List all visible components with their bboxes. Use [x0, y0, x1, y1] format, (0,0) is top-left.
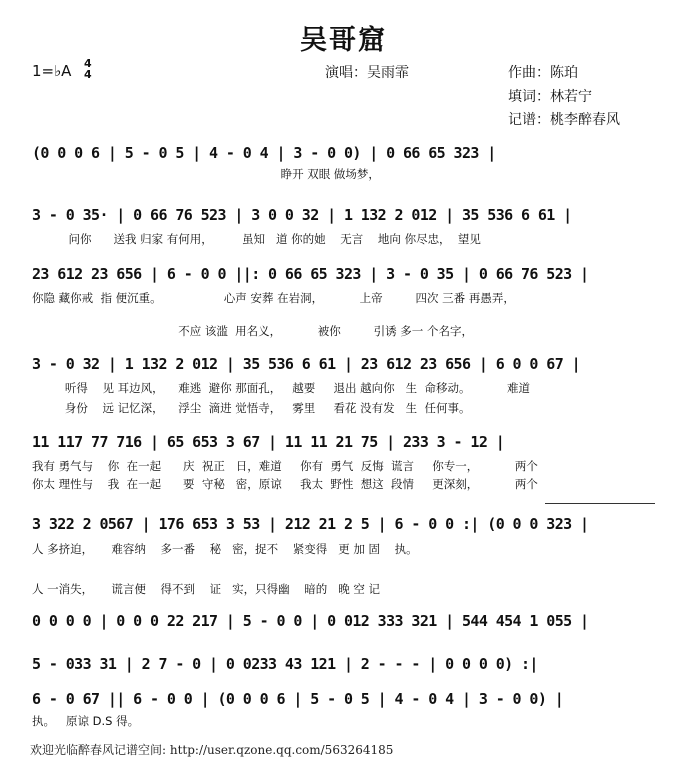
singer-credit: 演唱：吴雨霏	[325, 65, 409, 81]
time-signature	[84, 58, 92, 80]
volta-bracket	[545, 503, 655, 504]
lyric-line-6b: 人 一消失， 谎言便 得不到 证 实，只得幽 暗的 晚 空 记	[32, 582, 381, 596]
song-title: 吴哥窟	[300, 25, 387, 56]
time-signature-top: 4	[84, 57, 92, 70]
notation-line-9: 6 - 0 67 || 6 - 0 0 | (0 0 0 6 | 5 - 0 5 | 4 - 0 4 | 3 - 0 0) |	[32, 690, 564, 708]
lyric-line-2a: 问你 送我 归家 有何用， 虽知 道 你的她 无言 地向 你尽忠， 望见	[32, 232, 481, 246]
notation-line-6: 3 322 2 0567 | 176 653 3 53 | 212 21 2 5 | 6 - 0 0 :| (0 0 0 323 |	[32, 515, 589, 533]
lyric-line-9a: 执。 原谅 D.S 得。	[32, 714, 140, 728]
notation-line-5: 11 117 77 716 | 65 653 3 67 | 11 11 21 75 | 233 3 - 12 |	[32, 433, 505, 451]
notation-line-4: 3 - 0 32 | 1 132 2 012 | 35 536 6 61 | 23 612 23 656 | 6 0 0 67 |	[32, 355, 581, 373]
lyric-line-3a: 你隐 藏你戒 指 便沉重。 心声 安葬 在岩洞， 上帝 四次 三番 再愚弄，	[32, 291, 515, 305]
key-signature: 1=♭A	[32, 62, 72, 80]
notation-line-7: 0 0 0 0 | 0 0 0 22 217 | 5 - 0 0 | 0 012 333 321 | 544 454 1 055 |	[32, 612, 589, 630]
composer-credit: 作曲：陈珀	[508, 65, 578, 81]
notation-line-8: 5 - 033 31 | 2 7 - 0 | 0 0233 43 121 | 2 - - - | 0 0 0 0) :|	[32, 655, 538, 673]
lyric-line-1a: 睁开 双眼 做场梦，	[32, 167, 380, 181]
lyricist-credit: 填词：林若宁	[508, 89, 592, 105]
lyric-line-5a: 我有 勇气与 你 在一起 庆 祝正 日，难道 你有 勇气 反悔 谎言 你专一， 两个	[32, 459, 538, 473]
lyric-line-4a: 听得 见 耳边风， 难逃 避你 那面孔， 越要 退出 越向你 生 命移动。 难道	[32, 381, 530, 395]
transcriber-credit: 记谱：桃李醉春风	[508, 112, 620, 128]
time-signature-bottom: 4	[84, 68, 92, 81]
notation-line-3: 23 612 23 656 | 6 - 0 0 ||: 0 66 65 323 | 3 - 0 35 | 0 66 76 523 |	[32, 265, 589, 283]
lyric-line-3b: 不应 该滥 用名义， 被你 引诱 多一 个名字，	[32, 324, 473, 338]
footer-credit: 欢迎光临醉春风记谱空间: http://user.qzone.qq.com/563264185	[30, 743, 394, 757]
lyric-line-6a: 人 多挤迫， 难容纳 多一番 秘 密，捉不 紧变得 更 加 固 执。	[32, 542, 418, 556]
lyric-line-4b: 身份 远 记忆深， 浮尘 滴进 觉悟寺， 雾里 看花 没有发 生 任何事。	[32, 401, 471, 415]
notation-line-2: 3 - 0 35· | 0 66 76 523 | 3 0 0 32 | 1 132 2 012 | 35 536 6 61 |	[32, 206, 572, 224]
notation-line-1: (0 0 0 6 | 5 - 0 5 | 4 - 0 4 | 3 - 0 0) | 0 66 65 323 |	[32, 144, 496, 162]
lyric-line-5b: 你太 理性与 我 在一起 要 守秘 密，原谅 我太 野性 想这 段情 更深刻， 两个	[32, 477, 538, 491]
